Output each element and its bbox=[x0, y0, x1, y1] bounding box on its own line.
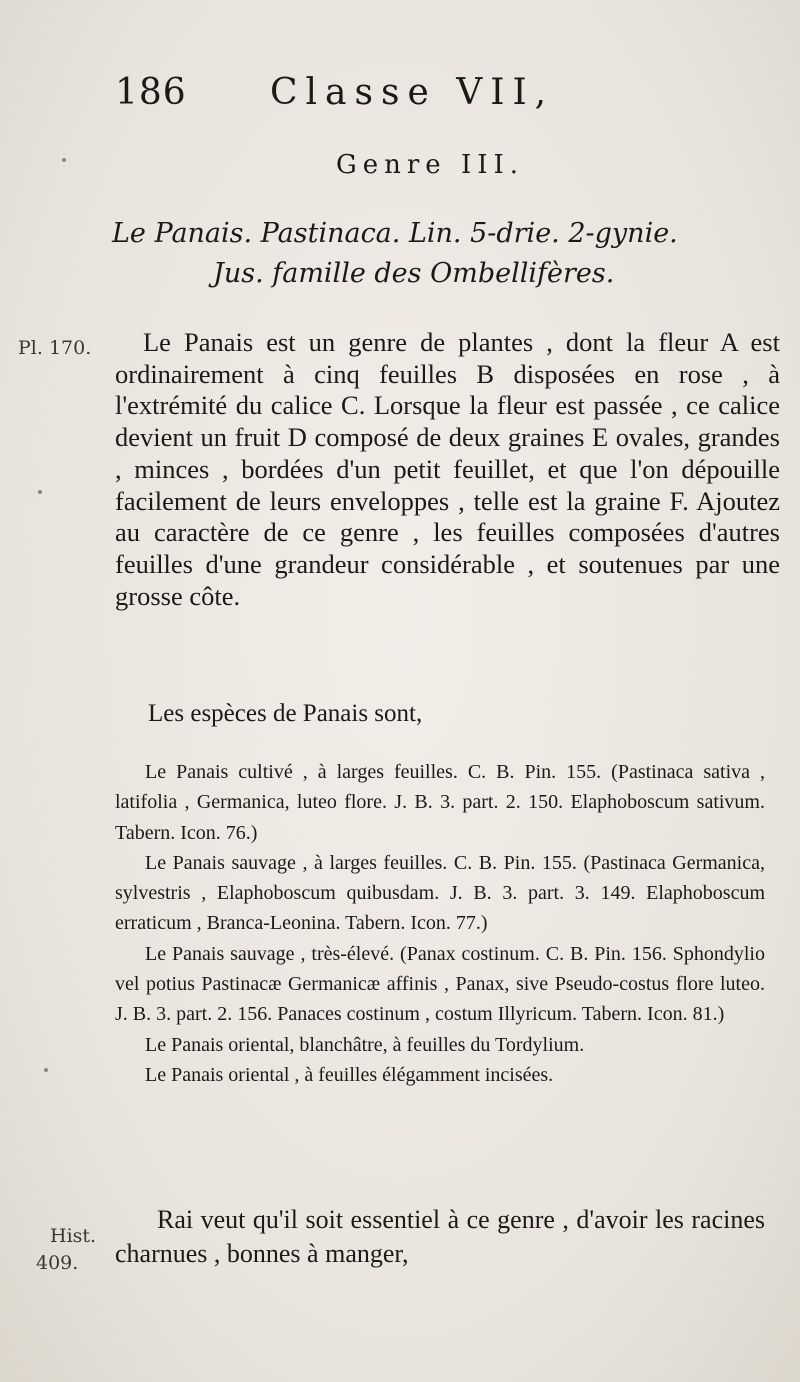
margin-note-plate: Pl. 170. bbox=[18, 337, 92, 359]
species-entry: Le Panais oriental , à feuilles élégamment incisées. bbox=[145, 1063, 554, 1086]
ink-speck bbox=[62, 158, 66, 162]
genus-subtitle-line2: Jus. famille des Ombellifères. bbox=[213, 258, 615, 289]
species-entry: Le Panais oriental, blanchâtre, à feuilles du Tordylium. bbox=[145, 1033, 585, 1056]
species-entry: Le Panais cultivé , à larges feuilles. C. B. Pin. 155. (Pastinaca sativa , latifolia , Germanica, luteo flore. J. B. 3. part. 2. 150. Elaphoboscum sativum. Tabern. Icon. 76.) bbox=[115, 761, 765, 844]
final-paragraph: Rai veut qu'il soit essentiel à ce genre , d'avoir les racines charnues , bonnes à manger, bbox=[115, 1205, 765, 1268]
genre-title: Genre III. bbox=[335, 150, 525, 180]
running-header bbox=[115, 72, 675, 122]
ink-speck bbox=[38, 490, 42, 494]
genus-description: Le Panais est un genre de plantes , dont la fleur A est ordinairement à cinq feuilles B disposées en rose , à l'extrémité du calice C. Lorsque la fleur est passée , ce calice devient un fruit D composé de deux graines E ovales, grandes , minces , bordées d'un petit feuillet, et que l'on dépouille facilement de leurs enveloppes , telle est la graine F. Ajoutez au caractère de ce genre , les feuilles composées d'autres feuilles d'une grandeur considérable , et soutenues par une grosse côte. bbox=[115, 327, 780, 611]
species-entry: Le Panais sauvage , à larges feuilles. C. B. Pin. 155. (Pastinaca Germanica, sylvestris , Elaphoboscum quibusdam. J. B. 3. part. 3. 149. Elaphoboscum erraticum , Branca-Leonina. Tabern. Icon. 77.) bbox=[115, 851, 765, 935]
page-number: 186 bbox=[115, 72, 187, 113]
species-heading: Les espèces de Panais sont, bbox=[148, 700, 423, 727]
margin-note-hist: Hist. bbox=[50, 1225, 97, 1247]
genus-subtitle-line1: Le Panais. Pastinaca. Lin. 5-drie. 2-gynie. bbox=[112, 218, 678, 249]
species-list bbox=[115, 757, 765, 1090]
margin-note-hist-page: 409. bbox=[36, 1252, 79, 1274]
class-title: Classe VII, bbox=[270, 72, 555, 113]
species-entry: Le Panais sauvage , très-élevé. (Panax costinum. C. B. Pin. 156. Sphondylio vel potius Pastinacæ Germanicæ affinis , Panax, sive Pseudo-costus flore luteo. J. B. 3. part. 2. 156. Panaces costinum , costum Illyricum. Tabern. Icon. 81.) bbox=[115, 942, 765, 1026]
ink-speck bbox=[44, 1068, 48, 1072]
